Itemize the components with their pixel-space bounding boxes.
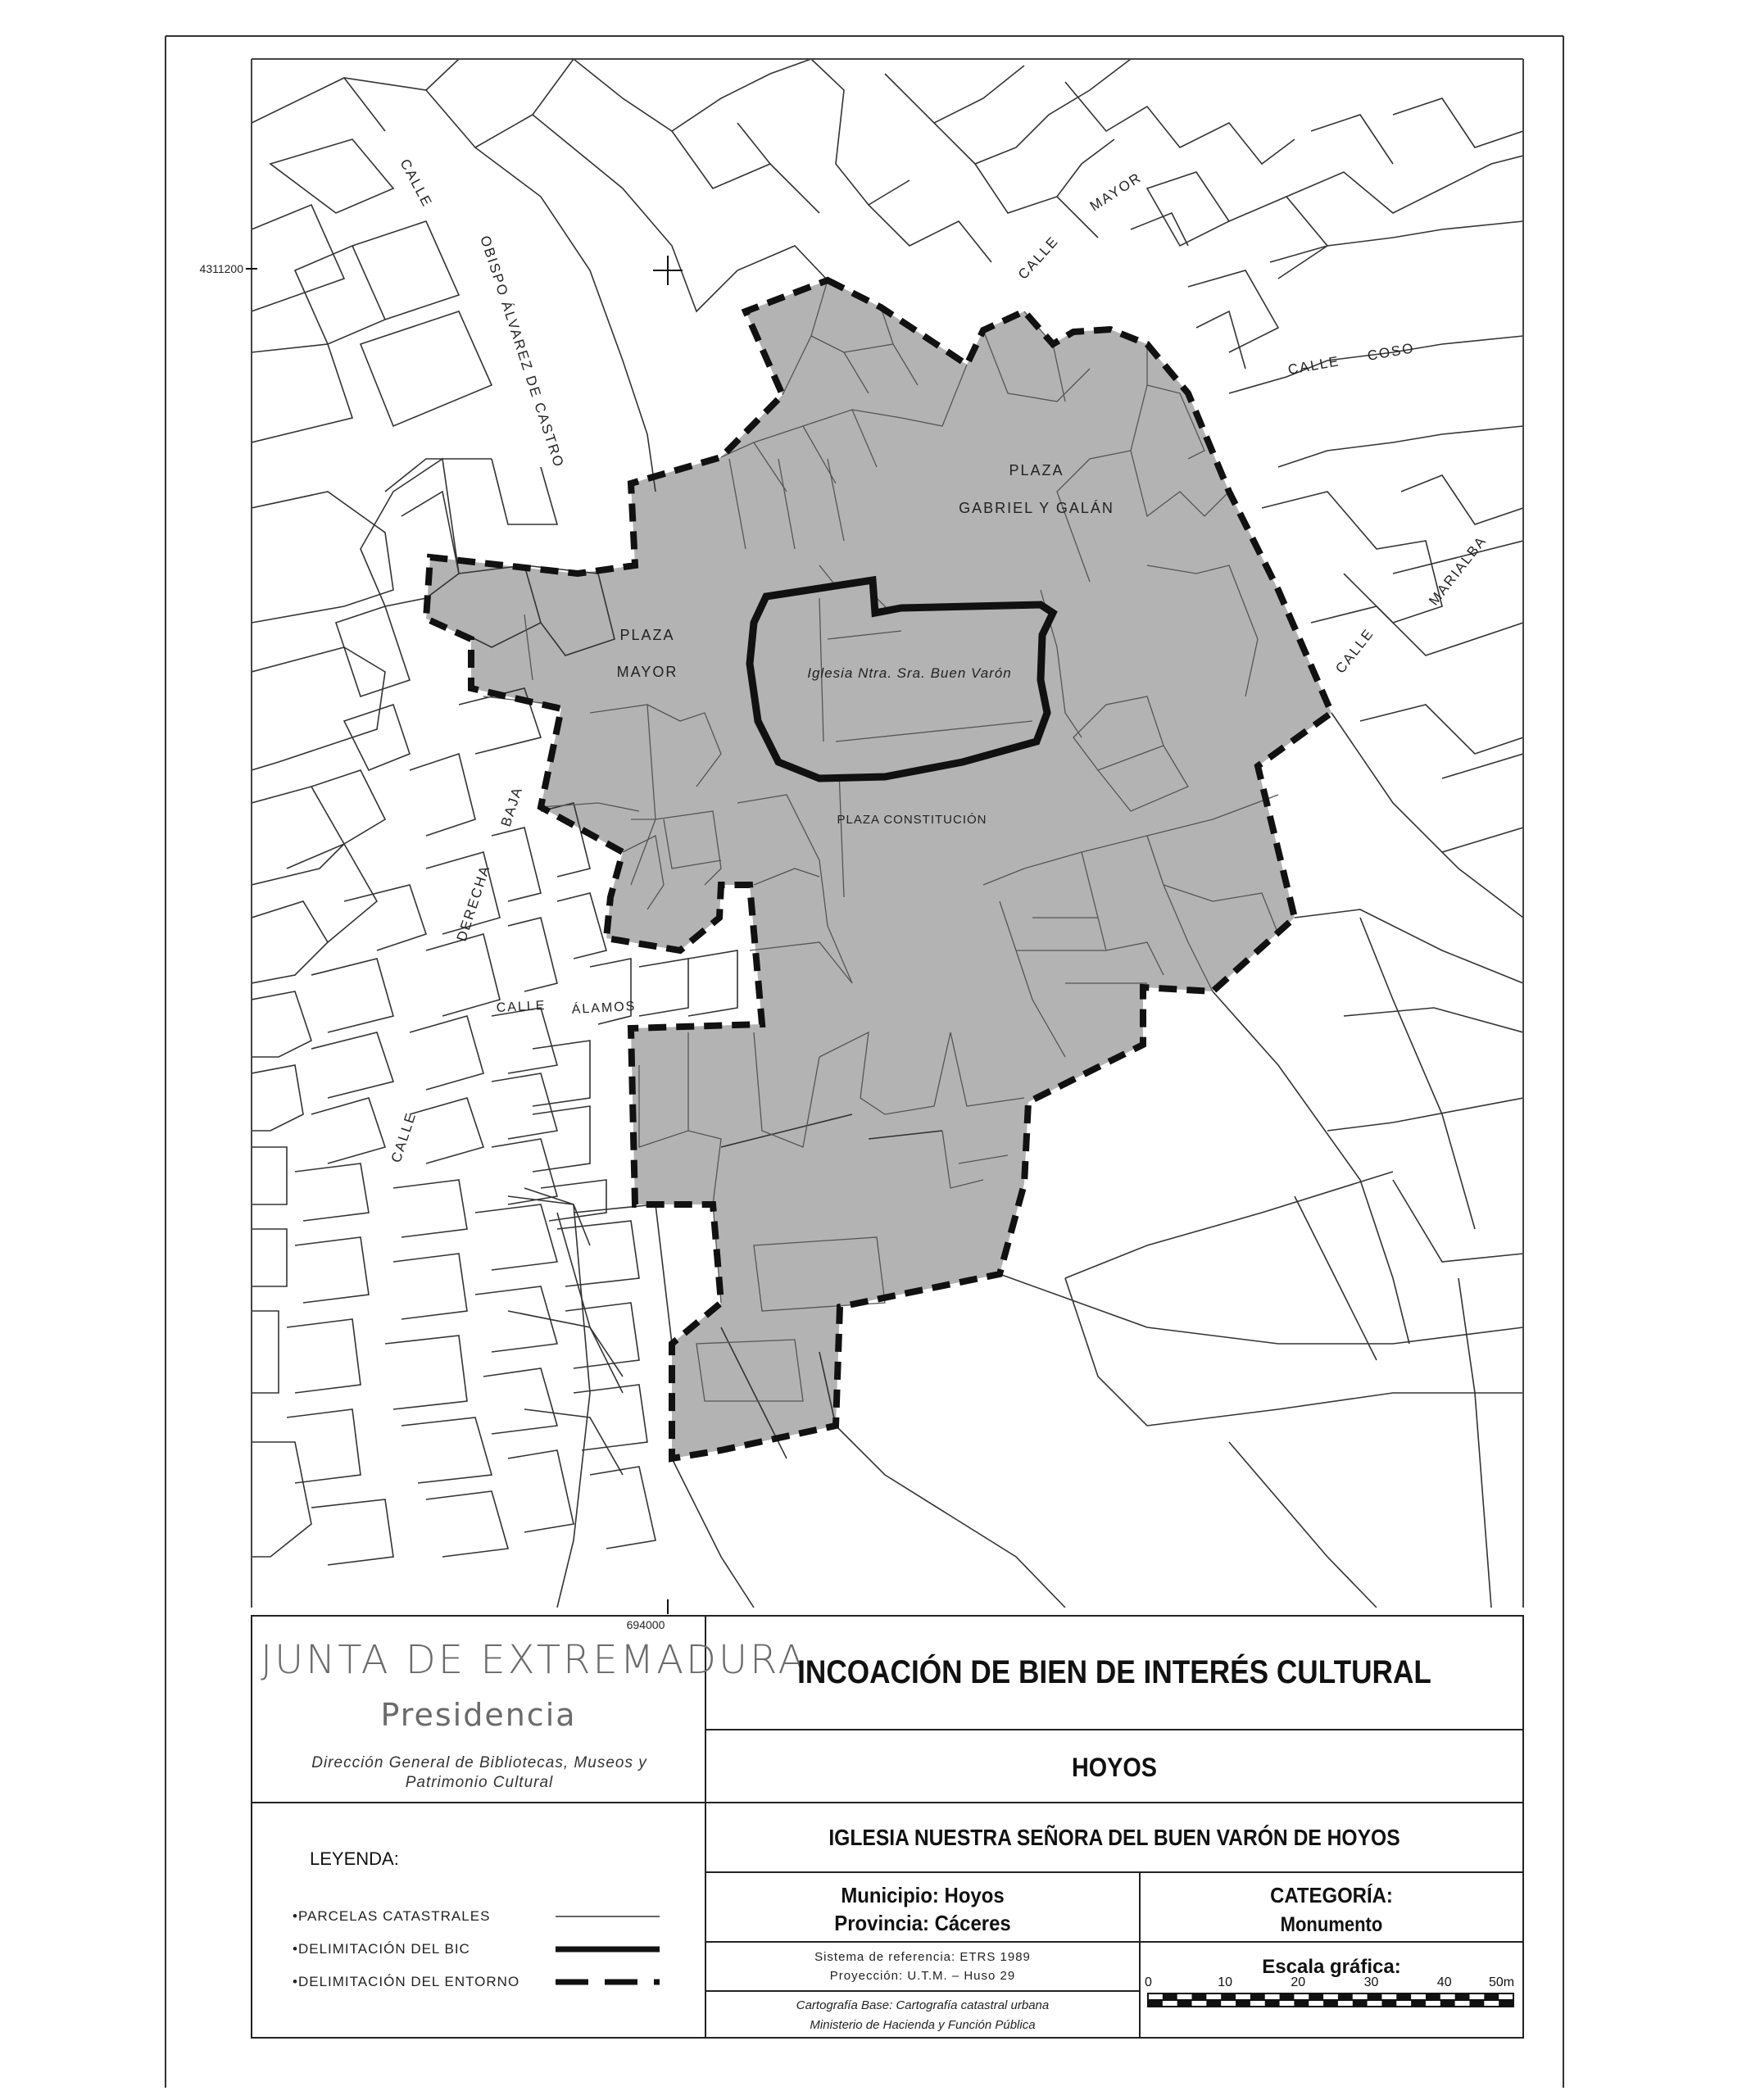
label-calle-coso-2: COSO	[1366, 340, 1416, 364]
scale-cell	[1265, 2000, 1280, 2007]
label-calle-1: CALLE	[397, 156, 436, 211]
legend-title: LEYENDA:	[310, 1848, 399, 1869]
categoria-value: Monumento	[1280, 1913, 1383, 1936]
scale-cell	[1192, 1993, 1207, 2000]
scale-tick-label: 0	[1145, 1975, 1152, 1989]
coord-east: 694000	[626, 1618, 665, 1631]
scale-cell	[1236, 2000, 1250, 2007]
cartografia-base: Cartografía Base: Cartografía catastral urbana	[796, 1998, 1050, 2012]
scale-cell	[1280, 1993, 1295, 2000]
scale-cell	[1484, 1993, 1499, 2000]
ministerio: Ministerio de Hacienda y Función Pública	[810, 2018, 1036, 2032]
scale-cell	[1221, 1993, 1236, 2000]
label-plaza-gg-1: PLAZA	[1009, 462, 1064, 479]
label-derecha-1: DERECHA	[453, 862, 493, 944]
categoria-label: CATEGORÍA:	[1270, 1883, 1393, 1907]
label-plaza-mayor-1: PLAZA	[619, 627, 675, 643]
document-title: INCOACIÓN DE BIEN DE INTERÉS CULTURAL	[797, 1654, 1431, 1690]
scale-cell	[1309, 1993, 1323, 2000]
scale-tick-label: 40	[1436, 1975, 1452, 1989]
scale-tick-label: 20	[1291, 1975, 1306, 1989]
org-name: JUNTA DE EXTREMADURA	[261, 1637, 808, 1683]
scale-cell	[1396, 1993, 1411, 2000]
org-directorate: Dirección General de Bibliotecas, Museos y Patrimonio Cultural	[311, 1754, 647, 1791]
scale-cell	[1440, 2000, 1455, 2007]
scale-cell	[1250, 1993, 1265, 2000]
org-subtitle: Presidencia	[380, 1697, 577, 1733]
scale-tick-label: 10	[1218, 1975, 1232, 1989]
place-name: HOYOS	[1071, 1753, 1158, 1782]
survey-cross	[653, 256, 683, 285]
label-calle-marialba-1: CALLE	[1332, 625, 1377, 677]
label-calle-marialba-2: MARIALBA	[1426, 533, 1490, 609]
scale-cell	[1381, 2000, 1396, 2007]
label-calle-mayor-1: CALLE	[1014, 233, 1062, 283]
legend-item-bic: •DELIMITACIÓN DEL BIC	[293, 1941, 470, 1957]
proyeccion: Proyección: U.T.M. – Huso 29	[829, 1969, 1016, 1983]
scale-tick-label: 50m	[1489, 1975, 1515, 1989]
sistema-referencia: Sistema de referencia: ETRS 1989	[814, 1950, 1031, 1964]
label-calle-low: CALLE	[388, 1109, 420, 1165]
municipio: Municipio: Hoyos	[841, 1883, 1005, 1907]
scale-tick-label: 30	[1363, 1975, 1379, 1989]
label-calle-alamos-2: ÁLAMOS	[571, 999, 637, 1017]
legend-item-parcelas: •PARCELAS CATASTRALES	[293, 1908, 491, 1924]
legend-item-entorno: •DELIMITACIÓN DEL ENTORNO	[293, 1974, 520, 1989]
scale-cell	[1411, 2000, 1426, 2007]
label-calle-alamos-1: CALLE	[496, 998, 547, 1015]
scale-cell	[1469, 2000, 1484, 2007]
label-plaza-constitucion: PLAZA CONSTITUCIÓN	[837, 813, 987, 827]
scale-cell	[1323, 2000, 1338, 2007]
scale-cell	[1455, 1993, 1470, 2000]
label-calle-coso-1: CALLE	[1286, 353, 1341, 378]
scale-cell	[1163, 1993, 1177, 2000]
label-iglesia: Iglesia Ntra. Sra. Buen Varón	[807, 665, 1012, 681]
scale-cell	[1206, 2000, 1221, 2007]
map-content	[252, 59, 1523, 1608]
label-calle-mayor-2: MAYOR	[1086, 169, 1145, 215]
scale-cell	[1353, 2000, 1368, 2007]
scale-cell	[1368, 1993, 1382, 2000]
scale-cell	[1426, 1993, 1440, 2000]
monument-name: IGLESIA NUESTRA SEÑORA DEL BUEN VARÓN DE HOYOS	[828, 1825, 1400, 1850]
label-plaza-mayor-2: MAYOR	[616, 664, 678, 680]
scale-cell	[1177, 2000, 1192, 2007]
scale-cell	[1338, 1993, 1353, 2000]
label-obispo: OBISPO ÁLVAREZ DE CASTRO	[477, 234, 567, 470]
label-plaza-gg-2: GABRIEL Y GALÁN	[959, 500, 1114, 516]
provincia: Provincia: Cáceres	[834, 1911, 1011, 1935]
coord-north: 4311200	[199, 262, 243, 275]
scale-cell	[1499, 2000, 1513, 2007]
scale-cell	[1148, 2000, 1163, 2007]
scale-cell	[1294, 2000, 1309, 2007]
scale-bar	[1148, 1993, 1513, 2007]
escala-label: Escala gráfica:	[1262, 1956, 1401, 1978]
label-derecha-2: BAJA	[497, 784, 526, 829]
